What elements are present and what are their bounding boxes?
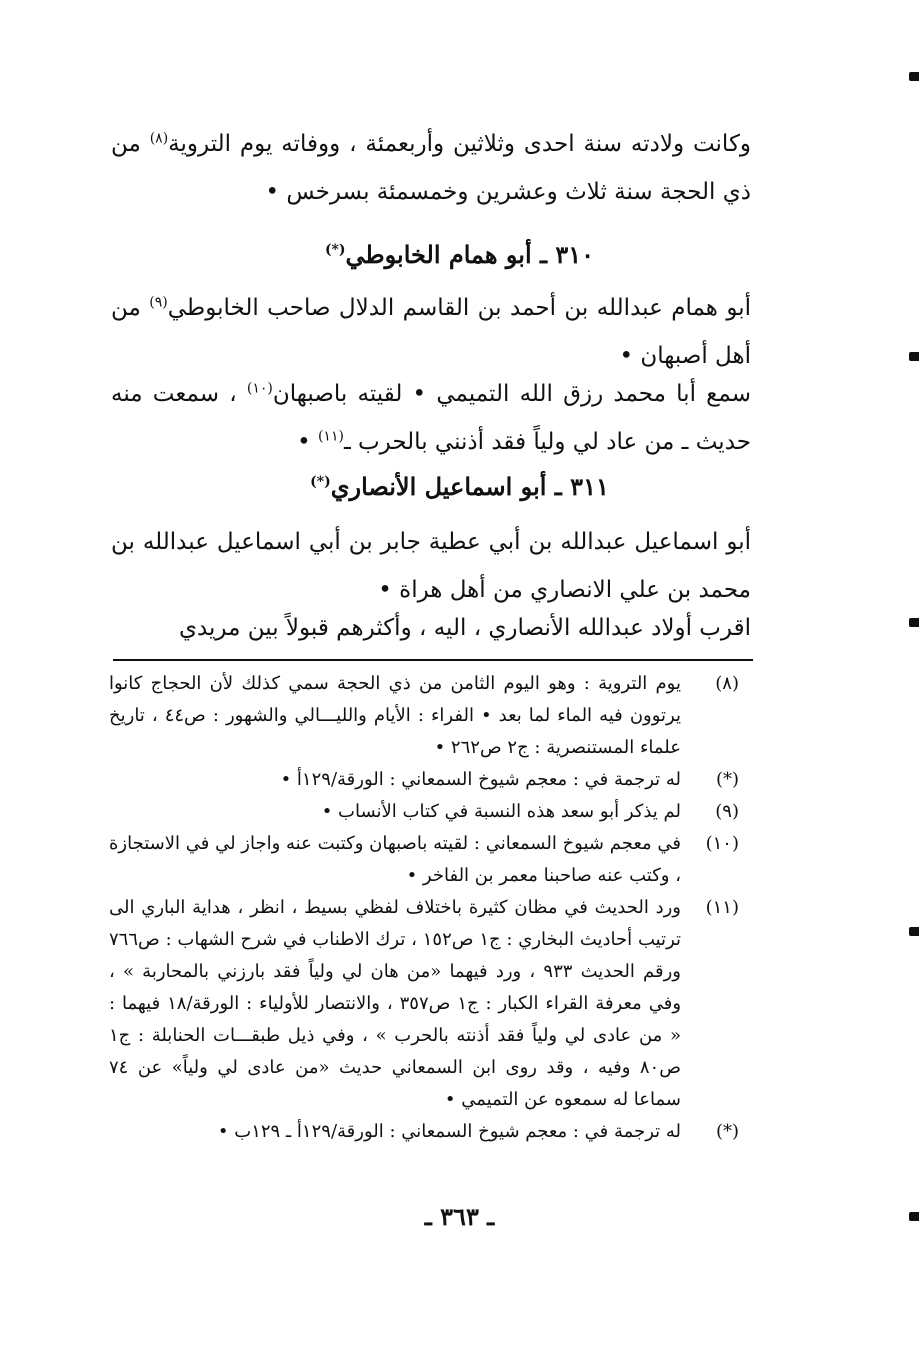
footnote-number: (٩): [715, 801, 739, 822]
footnote-ref: (١٠): [246, 380, 273, 397]
paragraph-text: اقرب أولاد عبدالله الأنصاري ، اليه ، وأكثرهم قبولاً بين مريدي: [178, 615, 751, 641]
footnote-number: (*): [715, 1121, 739, 1142]
heading-text: ٣١٠ ـ أبو همام الخابوطي: [345, 240, 595, 269]
scan-edge-mark: [909, 927, 919, 936]
paragraph-abu-ismail-name: [111, 518, 751, 614]
paragraph-text: من ذي الحجة سنة ثلاث وعشرين وخمسمئة بسرخس •: [111, 131, 751, 205]
footnote-text: يوم التروية : وهو اليوم الثامن من ذي الحجة سمي كذلك لأن الحجاج كانوا يرتوون فيه الماء لما بعد • الفراء : الأيام والليـــالي والشهور : ص٤٤ ، تاريخ علماء المستنصرية : ج٢ ص٢٦٢ •: [109, 673, 681, 758]
footnote-divider: [113, 659, 753, 661]
paragraph-text: سمع أبا محمد رزق الله التميمي • لقيته باصبهان: [272, 381, 751, 407]
footnote-ref: (٨): [149, 130, 169, 147]
footnote-item: [109, 796, 739, 828]
footnote-ref: (*): [310, 474, 331, 490]
paragraph-text: وكانت ولادته سنة احدى وثلاثين وأربعمئة ، ووفاته يوم التروية: [168, 131, 751, 157]
footnote-number: (*): [715, 769, 739, 790]
footnote-text: له ترجمة في : معجم شيوخ السمعاني : الورقة/١٢٩أ •: [280, 769, 681, 790]
footnote-item: [109, 764, 739, 796]
scan-edge-mark: [909, 352, 919, 361]
scan-edge-mark: [909, 72, 919, 81]
paragraph-text: أبو همام عبدالله بن أحمد بن القاسم الدلال صاحب الخابوطي: [167, 295, 751, 321]
paragraph-birth-death: [111, 120, 751, 216]
paragraph-text: أبو اسماعيل عبدالله بن أبي عطية جابر بن أبي اسماعيل عبدالله بن محمد بن علي الانصاري من أهل هراة •: [111, 529, 751, 603]
footnote-ref: (*): [324, 242, 346, 258]
footnote-item: [109, 892, 739, 1116]
entry-heading-310: [0, 240, 919, 269]
scan-edge-mark: [909, 618, 919, 627]
footnote-text: لم يذكر أبو سعد هذه النسبة في كتاب الأنساب •: [321, 801, 681, 822]
footnote-text: له ترجمة في : معجم شيوخ السمعاني : الورقة/١٢٩أ ـ ١٢٩ب •: [217, 1121, 681, 1142]
footnote-number: (١٠): [705, 833, 739, 854]
footnote-item: [109, 668, 739, 764]
paragraph-text: •: [297, 429, 318, 455]
paragraph-abu-ismail-students: [111, 604, 751, 652]
paragraph-text: من أهل أصبهان •: [111, 295, 751, 369]
footnote-number: (١١): [705, 897, 739, 918]
paragraph-text: ، سمعت منه حديث ـ من عاد لي ولياً فقد أذنني بالحرب ـ: [111, 381, 751, 455]
page-number: ـ ٣٦٣ ـ: [424, 1202, 495, 1231]
footnote-text: في معجم شيوخ السمعاني : لقيته باصبهان وكتبت عنه واجاز لي في الاستجازة ، وكتب عنه صاحبنا معمر بن الفاخر •: [109, 833, 681, 886]
footnote-ref: (١١): [317, 428, 344, 445]
footnote-ref: (٩): [149, 294, 168, 311]
footnotes-list: [109, 668, 739, 1148]
footnote-number: (٨): [715, 673, 739, 694]
footnote-text: ورد الحديث في مظان كثيرة باختلاف لفظي بسيط ، انظر ، هداية الباري الى ترتيب أحاديث البخاري : ج١ ص١٥٢ ، ترك الاطناب في شرح الشهاب : ص٧٦٦ ورقم الحديث ٩٣٣ ، ورد فيهما «من هان لي ولياً فقد بارزني بالمحاربة » ، وفي معرفة القراء الكبار : ج١ ص٣٥٧ ، والانتصار للأولياء : الورقة/١٨ فيهما : « من عادى لي ولياً فقد أذنته بالحرب » ، وفي ذيل طبقـــات الحنابلة : ج١ ص٨٠ وفيه ، وقد روى ابن السمعاني حديث «من عادى لي ولياً» عن ٧٤ سماعا له سمعوه عن التميمي •: [109, 897, 682, 1110]
paragraph-abu-hammam-name: [111, 284, 751, 380]
heading-text: ٣١١ ـ أبو اسماعيل الأنصاري: [330, 472, 609, 501]
footnote-item: [109, 828, 739, 892]
entry-heading-311: [0, 472, 919, 501]
footnote-item: [109, 1116, 739, 1148]
paragraph-abu-hammam-hearing: [111, 370, 751, 466]
